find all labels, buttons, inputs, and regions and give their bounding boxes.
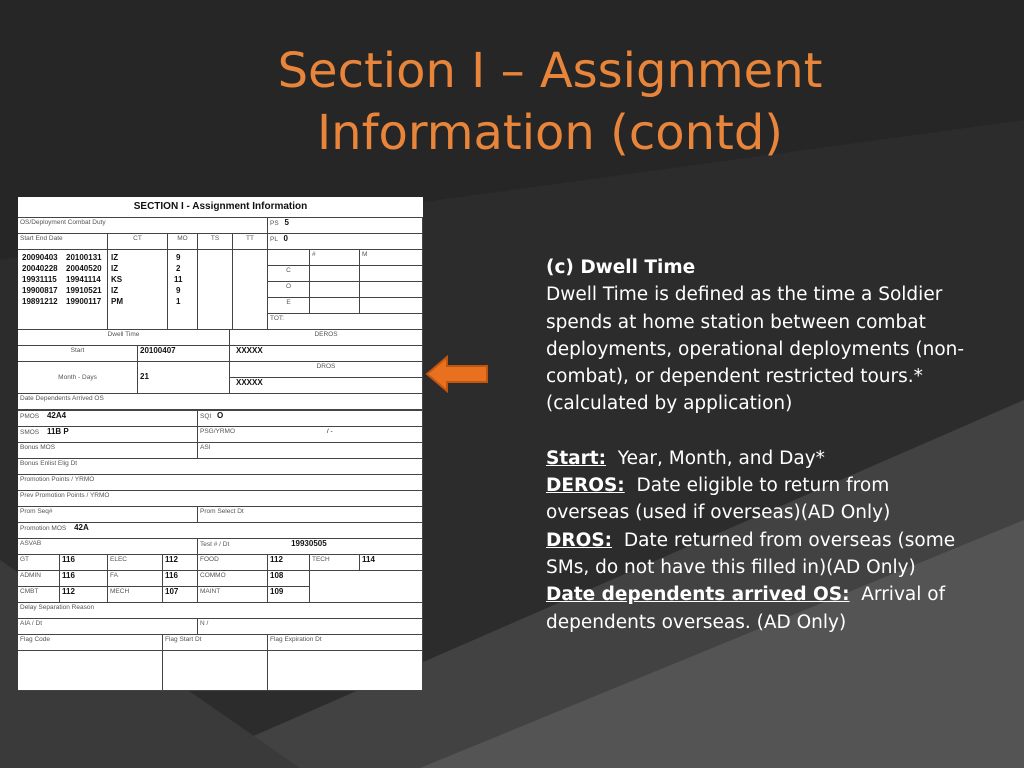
commo-label: COMMO xyxy=(198,571,268,587)
tech-label: TECH xyxy=(310,555,360,571)
elec-value: 112 xyxy=(165,555,178,564)
maint-value: 109 xyxy=(270,587,284,596)
maint-cell xyxy=(268,587,310,603)
commo-cell xyxy=(268,571,310,587)
hash-label: # xyxy=(310,250,360,266)
psg-cell xyxy=(198,427,423,443)
deros-value: XXXXX xyxy=(236,346,263,355)
dwell-time-label: Dwell Time xyxy=(18,330,230,346)
left-arrow-icon xyxy=(425,355,489,393)
deploy-row-2-mo: 2 xyxy=(176,264,181,273)
flag-code-label: Flag Code xyxy=(18,635,163,651)
slide-title-line-2: Information (contd) xyxy=(316,105,784,161)
promo-mos-label: Promotion MOS xyxy=(20,525,67,532)
fa-label: FA xyxy=(108,571,163,587)
start-label: Start xyxy=(18,346,138,362)
month-days-label: Month - Days xyxy=(18,362,138,394)
pmos-label: PMOS xyxy=(20,413,40,420)
food-value: 112 xyxy=(270,555,283,564)
deploy-row-4-ct: IZ xyxy=(111,286,119,295)
month-days-value: 21 xyxy=(140,372,149,381)
assignment-information-form xyxy=(18,197,423,691)
dros-definition xyxy=(546,527,966,582)
deploy-tt-block xyxy=(233,250,268,330)
start-text: Year, Month, and Day* xyxy=(617,447,825,469)
form-title: SECTION I - Assignment Information xyxy=(133,201,308,212)
deploy-row-5-mo: 1 xyxy=(176,297,181,306)
food-label: FOOD xyxy=(198,555,268,571)
scores-blank xyxy=(310,571,423,603)
bonus-mos-label: Bonus MOS xyxy=(18,443,198,459)
deploy-row-5-start: 19891212 xyxy=(22,297,58,306)
deploy-row-5-ct: PM xyxy=(111,297,123,306)
psg-label: PSG/YRMO xyxy=(200,428,236,435)
gt-cell xyxy=(60,555,108,571)
aia-dt-label: AIA / Dt xyxy=(18,619,198,635)
sqi-label: SQI xyxy=(200,413,212,420)
deploy-row-3-end: 19941114 xyxy=(66,275,101,284)
pl-value: 0 xyxy=(283,234,288,243)
gt-label: GT xyxy=(18,555,60,571)
deploy-row-1-start: 20090403 xyxy=(22,253,58,262)
tot-label: TOT: xyxy=(268,314,423,330)
o-extra-cell xyxy=(360,282,423,298)
o-value-cell xyxy=(310,282,360,298)
dwell-start-cell xyxy=(138,346,230,362)
bonus-enlist-label: Bonus Enlist Elig Dt xyxy=(18,459,423,475)
dros-value: XXXXX xyxy=(236,378,263,387)
e-extra-cell xyxy=(360,298,423,314)
deploy-ts-block xyxy=(198,250,233,330)
c-extra-cell xyxy=(360,266,423,282)
test-dt-label: Test # / Dt xyxy=(200,541,230,548)
maint-label: MAINT xyxy=(198,587,268,603)
cmbt-cell xyxy=(60,587,108,603)
cmbt-label: CMBT xyxy=(18,587,60,603)
dependents-text: Arrival of dependents overseas. (AD Only) xyxy=(546,584,946,633)
prev-promo-label: Prev Promotion Points / YRMO xyxy=(18,491,423,507)
start-term: Start: xyxy=(546,447,607,469)
deploy-row-3-ct: KS xyxy=(111,275,123,284)
flag-start-cell xyxy=(163,651,268,691)
smos-value: 11B P xyxy=(46,427,69,436)
flag-exp-cell xyxy=(268,651,423,691)
dependents-definition xyxy=(546,581,966,636)
c-value-cell xyxy=(310,266,360,282)
slide-title-line-1: Section I – Assignment xyxy=(277,43,823,99)
n-label: N / xyxy=(198,619,423,635)
deploy-row-2-ct: IZ xyxy=(111,264,119,273)
promo-mos-cell xyxy=(18,523,423,539)
flag-exp-label: Flag Expiration Dt xyxy=(268,635,423,651)
ts-label: TS xyxy=(198,234,233,250)
asvab-label: ASVAB xyxy=(18,539,198,555)
e-value-cell xyxy=(310,298,360,314)
deploy-row-4-end: 19910521 xyxy=(66,286,102,295)
ps-label: PS xyxy=(270,220,279,227)
ps-value: 5 xyxy=(284,218,289,227)
e-label: E xyxy=(268,298,310,314)
deploy-row-1-end: 20100131 xyxy=(66,253,102,262)
admin-label: ADMIN xyxy=(18,571,60,587)
test-dt-cell xyxy=(198,539,423,555)
food-cell xyxy=(268,555,310,571)
start-definition xyxy=(546,445,966,472)
flag-start-label: Flag Start Dt xyxy=(163,635,268,651)
points-blank-1 xyxy=(268,250,310,266)
dwell-start-value: 20100407 xyxy=(140,346,176,355)
prom-select-label: Prom Select Dt xyxy=(198,507,423,523)
os-deploy-label: OS/Deployment Combat Duty xyxy=(18,218,268,234)
asi-label: ASI xyxy=(198,443,423,459)
dwell-time-definition: Dwell Time is defined as the time a Soldier spends at home station between combat deployments, operational deployments (non-combat), or dependent restricted tours.* (calculated by application) xyxy=(546,284,965,415)
deploy-mo-block xyxy=(168,250,198,330)
commo-value: 108 xyxy=(270,571,284,580)
test-dt-value: 19930505 xyxy=(291,539,327,548)
pmos-value: 42A4 xyxy=(46,411,67,420)
gt-value: 116 xyxy=(62,555,75,564)
ps-cell xyxy=(268,218,423,234)
dros-cell xyxy=(230,378,423,394)
deros-cell xyxy=(230,346,423,362)
elec-cell xyxy=(163,555,198,571)
deploy-row-3-mo: 11 xyxy=(174,275,183,284)
promo-mos-value: 42A xyxy=(74,523,89,532)
pmos-cell xyxy=(18,411,198,427)
prom-seq-label: Prom Seq# xyxy=(18,507,198,523)
delay-sep-label: Delay Separation Reason xyxy=(18,603,423,619)
flag-code-cell xyxy=(18,651,163,691)
fa-cell xyxy=(163,571,198,587)
elec-label: ELEC xyxy=(108,555,163,571)
mo-label: MO xyxy=(168,234,198,250)
start-end-label: Start End Date xyxy=(18,234,108,250)
c-label: C xyxy=(268,266,310,282)
dros-header: DROS xyxy=(230,362,423,378)
dependents-term: Date dependents arrived OS: xyxy=(546,584,850,606)
deros-term: DEROS: xyxy=(546,475,625,497)
admin-cell xyxy=(60,571,108,587)
tech-value: 114 xyxy=(362,555,375,564)
dros-text: Date returned from overseas (some SMs, do not have this filled in)(AD Only) xyxy=(546,529,956,578)
deros-definition xyxy=(546,472,966,527)
pl-cell xyxy=(268,234,423,250)
tt-label: TT xyxy=(233,234,268,250)
deploy-row-3-start: 19931115 xyxy=(22,275,57,284)
mech-cell xyxy=(163,587,198,603)
psg-mark: / - xyxy=(326,428,333,435)
dwell-time-description xyxy=(546,254,966,636)
deploy-row-4-mo: 9 xyxy=(176,286,181,295)
smos-label: SMOS xyxy=(20,429,40,436)
mech-label: MECH xyxy=(108,587,163,603)
pl-label: PL xyxy=(270,236,278,243)
sqi-cell xyxy=(198,411,423,427)
fa-value: 116 xyxy=(165,571,178,580)
deploy-row-4-start: 19900817 xyxy=(22,286,58,295)
deploy-row-1-mo: 9 xyxy=(176,253,181,262)
slide-title xyxy=(120,40,980,164)
deros-text: Date eligible to return from overseas (used if overseas)(AD Only) xyxy=(546,475,891,524)
deploy-row-1-ct: IZ xyxy=(111,253,119,262)
date-dependents-label: Date Dependents Arrived OS xyxy=(18,394,423,410)
m-label: M xyxy=(360,250,423,266)
section-heading: (c) Dwell Time xyxy=(546,257,696,278)
sqi-value: O xyxy=(217,411,224,420)
month-days-cell xyxy=(138,362,230,394)
tech-cell xyxy=(360,555,423,571)
cmbt-value: 112 xyxy=(62,587,75,596)
o-label: O xyxy=(268,282,310,298)
deploy-row-2-end: 20040520 xyxy=(66,264,102,273)
ct-label: CT xyxy=(108,234,168,250)
deploy-row-5-end: 19900117 xyxy=(66,297,102,306)
dros-term: DROS: xyxy=(546,529,613,551)
mech-value: 107 xyxy=(165,587,179,596)
smos-cell xyxy=(18,427,198,443)
deploy-row-2-start: 20040228 xyxy=(22,264,58,273)
deros-header: DEROS xyxy=(230,330,423,346)
admin-value: 116 xyxy=(62,571,75,580)
promo-points-label: Promotion Points / YRMO xyxy=(18,475,423,491)
